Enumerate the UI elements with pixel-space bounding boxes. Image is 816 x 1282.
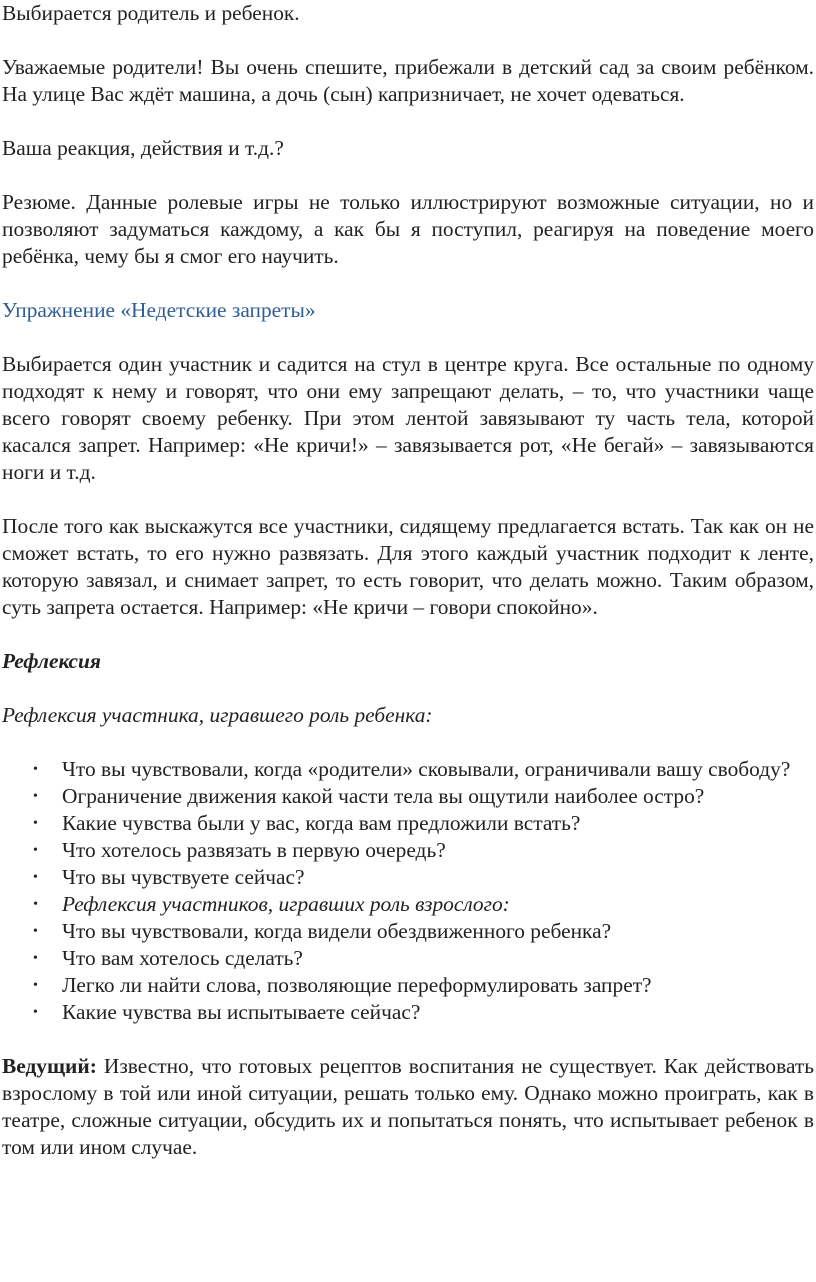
- list-item-text: Легко ли найти слова, позволяющие переформулировать запрет?: [62, 973, 652, 997]
- bullet-icon: •: [33, 978, 38, 993]
- closing-lead: Ведущий:: [2, 1054, 97, 1078]
- list-item-text: Какие чувства вы испытываете сейчас?: [62, 1000, 421, 1024]
- list-item: [2, 783, 814, 810]
- paragraph-exercise-end: После того как выскажутся все участники, сидящему предлагается встать. Так как он не сможет встать, то его нужно развязать. Для этого каждый участник подходит к ленте, которую завязал, и снимает запрет, то есть говорит, что делать можно. Таким образом, суть запрета остается. Например: «Не кричи – говори спокойно».: [2, 514, 814, 619]
- paragraph-intro: Выбирается родитель и ребенок.: [2, 1, 300, 25]
- list-item: [2, 891, 814, 918]
- bullet-icon: •: [33, 897, 38, 912]
- list-item-text: Что вы чувствуете сейчас?: [62, 865, 305, 889]
- paragraph-exercise-rules: Выбирается один участник и садится на стул в центре круга. Все остальные по одному подходят к нему и говорят, что они ему запрещают делать, – то, что участники чаще всего говорят своему ребенку. При этом лентой завязывают ту часть тела, которой касался запрет. Например: «Не кричи!» – завязывается рот, «Не бегай» – завязываются ноги и т.д.: [2, 352, 814, 484]
- bullet-icon: •: [33, 870, 38, 885]
- paragraph-summary: Резюме. Данные ролевые игры не только иллюстрируют возможные ситуации, но и позволяют задуматься каждому, а как бы я поступил, реагируя на поведение моего ребёнка, чему бы я смог его научить.: [2, 190, 814, 268]
- bullet-icon: •: [33, 762, 38, 777]
- bullet-icon: •: [33, 951, 38, 966]
- list-item-text: Рефлексия участников, игравших роль взрослого:: [62, 892, 510, 916]
- list-item-text: Что вам хотелось сделать?: [62, 946, 303, 970]
- exercise-heading: Упражнение «Недетские запреты»: [2, 298, 316, 322]
- bullet-icon: •: [33, 1005, 38, 1020]
- list-item: [2, 810, 814, 837]
- paragraph-question: Ваша реакция, действия и т.д.?: [2, 136, 284, 160]
- list-item: [2, 972, 814, 999]
- bullet-icon: •: [33, 924, 38, 939]
- reflection-title: Рефлексия: [2, 649, 101, 673]
- reflection-question-list: [2, 756, 814, 1026]
- paragraph-closing: [2, 1053, 814, 1161]
- list-item-text: Что хотелось развязать в первую очередь?: [62, 838, 446, 862]
- list-item: [2, 918, 814, 945]
- list-item-text: Что вы чувствовали, когда видели обездвиженного ребенка?: [62, 919, 612, 943]
- list-item-text: Что вы чувствовали, когда «родители» сковывали, ограничивали вашу свободу?: [62, 757, 791, 781]
- bullet-icon: •: [33, 843, 38, 858]
- list-item-text: Ограничение движения какой части тела вы ощутили наиболее остро?: [62, 784, 705, 808]
- list-item: [2, 999, 814, 1026]
- list-item: [2, 756, 814, 783]
- reflection-subtitle: Рефлексия участника, игравшего роль ребенка:: [2, 703, 433, 727]
- list-item-text: Какие чувства были у вас, когда вам предложили встать?: [62, 811, 581, 835]
- closing-text: Известно, что готовых рецептов воспитания не существует. Как действовать взрослому в той или иной ситуации, решать только ему. Однако можно проиграть, как в театре, сложные ситуации, обсудить их и попытаться понять, что испытывает ребенок в том или ином случае.: [2, 1054, 814, 1159]
- document-page: [2, 0, 814, 1161]
- list-item: [2, 945, 814, 972]
- paragraph-scenario: Уважаемые родители! Вы очень спешите, прибежали в детский сад за своим ребёнком. На улице Вас ждёт машина, а дочь (сын) капризничает, не хочет одеваться.: [2, 55, 814, 106]
- bullet-icon: •: [33, 816, 38, 831]
- list-item: [2, 837, 814, 864]
- bullet-icon: •: [33, 789, 38, 804]
- list-item: [2, 864, 814, 891]
